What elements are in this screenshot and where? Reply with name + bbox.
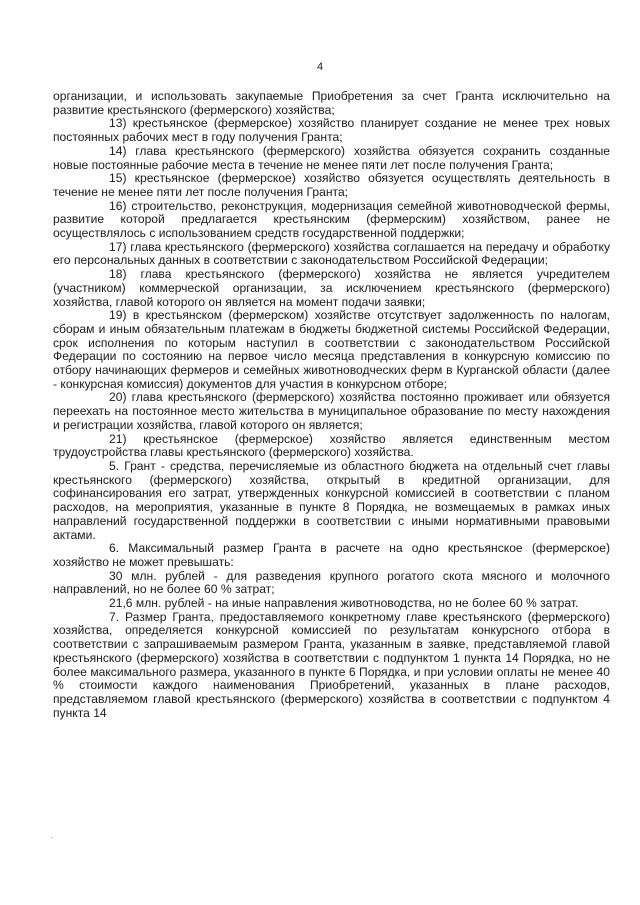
paragraph-item-14: 14) глава крестьянского (фермерского) хозяйства обязуется сохранить созданные новые постоянные рабочие места в течение не менее пяти лет после получения Гранта; — [53, 143, 610, 172]
paragraph-item-17: 17) глава крестьянского (фермерского) хозяйства соглашается на передачу и обработку его персональных данных в соответствии с законодательством Российской Федерации; — [53, 239, 610, 268]
paragraph-grant-limit-cattle: 30 млн. рублей - для разведения крупного рогатого скота мясного и молочного направлений, но не более 60 % затрат; — [53, 568, 610, 597]
paragraph-section-5: 5. Грант - средства, перечисляемые из областного бюджета на отдельный счет главы крестьянского (фермерского) хозяйства, открытый в кредитной организации, для софинансирования его затрат, утвержденных конкурсной комиссией в соответствии с планом расходов, на мероприятия, указанные в пункте 8 Порядка, не возмещаемых в рамках иных направлений государственной поддержки в соответствии с иными нормативными правовыми актами. — [53, 458, 610, 542]
paragraph-item-13: 13) крестьянское (фермерское) хозяйство планирует создание не менее трех новых постоянных рабочих мест в году получения Гранта; — [53, 116, 610, 145]
paragraph-item-15: 15) крестьянское (фермерское) хозяйство обязуется осуществлять деятельность в течение не менее пяти лет после получения Гранта; — [53, 171, 610, 199]
paragraph-item-21: 21) крестьянское (фермерское) хозяйство является единственным местом трудоустройства главы крестьянского (фермерского) хозяйства. — [53, 431, 610, 460]
page-number: 4 — [316, 61, 324, 73]
paragraph-item-19: 19) в крестьянском (фермерском) хозяйстве отсутствует задолженность по налогам, сборам и иным обязательным платежам в бюджеты бюджетной системы Российской Федерации, срок исполнения по которым наступил в соответствии с законодательством Российской Федерации по состоянию на первое число месяца представления в конкурсную комиссию по отбору начинающих фермеров и семейных животноводческих ферм в Курганской области (далее - конкурсная комиссия) документов для участия в конкурсном отборе; — [53, 308, 610, 391]
paragraph-section-6: 6. Максимальный размер Гранта в расчете на одно крестьянское (фермерское) хозяйство не может превышать: — [53, 541, 610, 569]
paragraph-item-16: 16) строительство, реконструкция, модернизация семейной животноводческой фермы, развитие которой предлагается крестьянским (фермерским) хозяйством, ранее не осуществлялось с использованием средств государственной поддержки; — [53, 198, 610, 241]
paragraph-grant-limit-other: 21,6 млн. рублей - на иные направления животноводства, но не более 60 % затрат. — [109, 596, 579, 611]
paragraph-section-7: 7. Размер Гранта, предоставляемого конкретному главе крестьянского (фермерского) хозяйства, определяется конкурсной комиссией по результатам конкурсного отбора в соответствии с запрашиваемым размером Гранта, указанным в заявке, представляемой главой крестьянского (фермерского) хозяйства в соответствии с подпунктом 1 пункта 14 Порядка, но не более максимального размера, указанного в пункте 6 Порядка, и при условии оплаты не менее 40 % стоимости каждого наименования Приобретений, указанных в плане расходов, представляемом главой крестьянского (фермерского) хозяйства в соответствии с подпунктом 4 пункта 14 — [53, 609, 610, 720]
margin-mark: · — [50, 832, 54, 843]
document-body — [53, 90, 610, 720]
paragraph-continuation: организации, и использовать закупаемые Приобретения за счет Гранта исключительно на развитие крестьянского (фермерского) хозяйства; — [53, 89, 610, 117]
paragraph-item-20: 20) глава крестьянского (фермерского) хозяйства постоянно проживает или обязуется переехать на постоянное место жительства в муниципальное образование по месту нахождения и регистрации хозяйства, главой которого он является; — [53, 390, 610, 432]
paragraph-item-18: 18) глава крестьянского (фермерского) хозяйства не является учредителем (участником) коммерческой организации, за исключением крестьянского (фермерского) хозяйства, главой которого он является на момент подачи заявки; — [53, 267, 610, 309]
